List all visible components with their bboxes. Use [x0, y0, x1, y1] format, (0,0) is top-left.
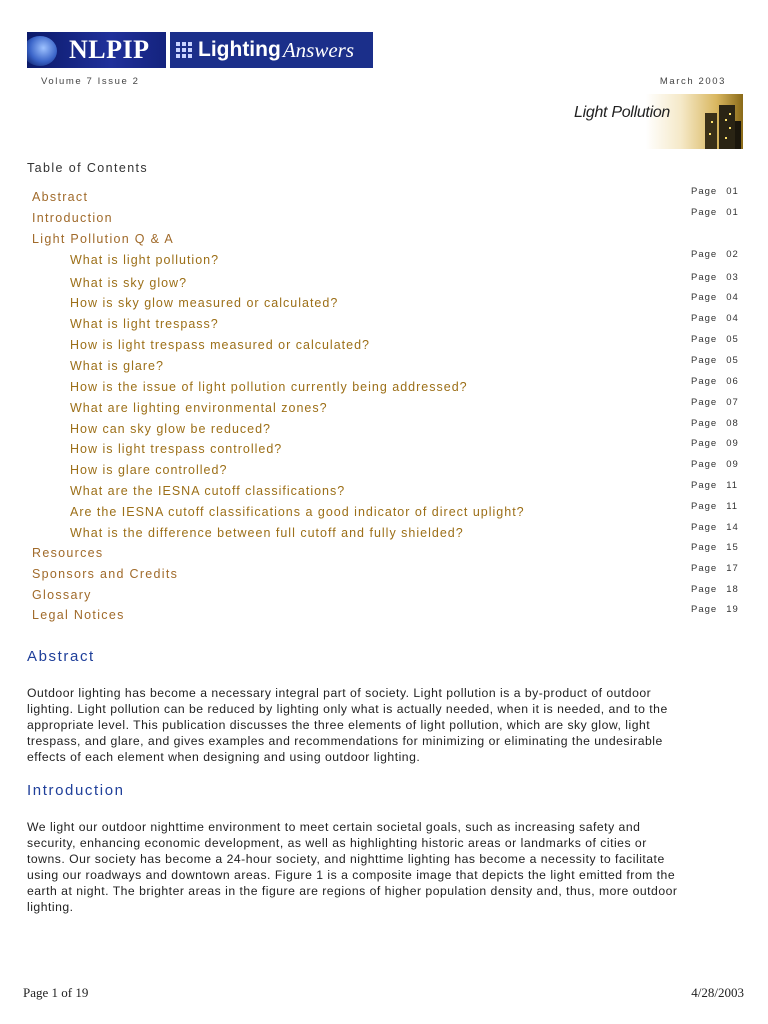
- toc-item[interactable]: [0, 355, 768, 379]
- toc-item[interactable]: [0, 522, 768, 546]
- toc-page-word: Page: [691, 459, 718, 470]
- toc-page-ref: [691, 563, 739, 574]
- paragraph-line: Outdoor lighting has become a necessary integral part of society. Light pollution is a by-product of outdoor: [27, 686, 652, 700]
- toc-item-link[interactable]: What is the difference between full cutoff and fully shielded?: [70, 526, 464, 540]
- paragraph-line: towns. Our society has become a 24-hour society, and nighttime lighting has become a necessity to facilitate: [27, 852, 665, 866]
- toc-page-number: 11: [726, 501, 739, 512]
- toc-item[interactable]: [0, 438, 768, 462]
- toc-page-ref: [691, 501, 738, 512]
- building-icon: [705, 113, 717, 149]
- toc-page-ref: [691, 418, 739, 429]
- toc-item[interactable]: [0, 397, 768, 421]
- toc-item-link[interactable]: Introduction: [32, 211, 113, 225]
- abstract-heading: Abstract: [27, 648, 95, 665]
- toc-page-word: Page: [691, 501, 718, 512]
- answers-logo-text: Answers: [282, 37, 354, 62]
- nlpip-logo: [27, 32, 166, 68]
- lighting-logo-text: Lighting: [198, 38, 281, 61]
- toc-page-ref: [691, 397, 739, 408]
- lighting-answers-logo: [170, 32, 373, 68]
- toc-item-link[interactable]: How is the issue of light pollution currently being addressed?: [70, 380, 468, 394]
- toc-item[interactable]: [0, 542, 768, 566]
- paragraph-line: appropriate level. This publication discusses the three elements of light pollution, which are sky glow, light: [27, 718, 651, 732]
- paragraph-line: lighting.: [27, 900, 74, 914]
- toc-item-link[interactable]: What is light pollution?: [70, 253, 220, 267]
- toc-item[interactable]: [0, 207, 768, 231]
- paragraph-line: We light our outdoor nighttime environment to meet certain societal goals, such as increasing safety and: [27, 820, 641, 834]
- paragraph-line: trespass, and glare, and gives examples and recommendations for minimizing or eliminating the undesirable: [27, 734, 663, 748]
- toc-item-link[interactable]: How is light trespass measured or calculated?: [70, 338, 370, 352]
- topic-label: Light Pollution: [574, 104, 671, 121]
- toc-item[interactable]: [0, 186, 768, 210]
- toc-item-link[interactable]: What are the IESNA cutoff classifications?: [70, 484, 346, 498]
- toc-page-ref: [691, 207, 739, 218]
- toc-item-link[interactable]: How is glare controlled?: [70, 463, 228, 477]
- toc-page-ref: [691, 292, 739, 303]
- toc-item[interactable]: [0, 584, 768, 608]
- toc-page-ref: [691, 355, 739, 366]
- page-number: Page 1 of 19: [23, 985, 89, 1000]
- toc-page-word: Page: [691, 249, 718, 260]
- toc-page-ref: [691, 334, 739, 345]
- toc-item[interactable]: [0, 249, 768, 273]
- toc-page-number: 14: [726, 522, 739, 533]
- toc-page-word: Page: [691, 522, 718, 533]
- toc-page-number: 19: [726, 604, 739, 615]
- introduction-heading: Introduction: [27, 782, 125, 799]
- toc-page-number: 09: [726, 438, 739, 449]
- toc-page-ref: [691, 376, 739, 387]
- toc-page-word: Page: [691, 334, 718, 345]
- toc-page-number: 18: [726, 584, 739, 595]
- toc-title: Table of Contents: [27, 161, 149, 175]
- toc-page-ref: [691, 186, 739, 197]
- toc-page-word: Page: [691, 397, 718, 408]
- toc-page-word: Page: [691, 376, 718, 387]
- building-icon: [719, 105, 735, 149]
- paragraph-line: earth at night. The brighter areas in the figure are regions of higher population density and, thus, more outdoor: [27, 884, 678, 898]
- toc-page-word: Page: [691, 313, 718, 324]
- toc-item-link[interactable]: What is sky glow?: [70, 276, 188, 290]
- toc-page-number: 01: [726, 186, 739, 197]
- paragraph-line: using our roadways and downtown areas. Figure 1 is a composite image that depicts the light emitted from the: [27, 868, 676, 882]
- toc-item[interactable]: [0, 313, 768, 337]
- toc-item-link[interactable]: Sponsors and Credits: [32, 567, 179, 581]
- toc-item-link[interactable]: What are lighting environmental zones?: [70, 401, 328, 415]
- issue-date: March 2003: [659, 76, 726, 87]
- toc-page-ref: [691, 584, 739, 595]
- toc-item-link[interactable]: How can sky glow be reduced?: [70, 422, 272, 436]
- toc-page-ref: [691, 249, 739, 260]
- toc-page-number: 04: [726, 313, 739, 324]
- toc-page-word: Page: [691, 584, 718, 595]
- toc-item[interactable]: [0, 292, 768, 316]
- toc-item[interactable]: [0, 459, 768, 483]
- toc-item-link[interactable]: Light Pollution Q & A: [32, 232, 174, 246]
- toc-page-word: Page: [691, 272, 718, 283]
- volume-issue: Volume 7 Issue 2: [41, 76, 140, 87]
- toc-page-ref: [691, 313, 739, 324]
- footer-date: 4/28/2003: [691, 985, 744, 1000]
- toc-page-number: 17: [726, 563, 739, 574]
- toc-item[interactable]: [0, 376, 768, 400]
- toc-item[interactable]: [0, 272, 768, 296]
- toc-page-number: 08: [726, 418, 739, 429]
- toc-item[interactable]: [0, 604, 768, 628]
- toc-page-word: Page: [691, 418, 718, 429]
- toc-page-ref: [691, 272, 739, 283]
- toc-page-word: Page: [691, 480, 718, 491]
- toc-page-word: Page: [691, 604, 718, 615]
- toc-item-link[interactable]: How is sky glow measured or calculated?: [70, 296, 339, 310]
- toc-page-word: Page: [691, 207, 718, 218]
- toc-page-number: 06: [726, 376, 739, 387]
- toc-item[interactable]: [0, 418, 768, 442]
- toc-page-number: 05: [726, 355, 739, 366]
- toc-item-link[interactable]: Abstract: [32, 190, 89, 204]
- topic-graphic: [566, 94, 743, 149]
- nlpip-logo-text: NLPIP: [69, 35, 150, 64]
- toc-page-ref: [691, 480, 738, 491]
- grid-dots-icon: [176, 42, 192, 58]
- building-icon: [735, 121, 741, 149]
- toc-page-number: 07: [726, 397, 739, 408]
- toc-page-word: Page: [691, 292, 718, 303]
- toc-page-ref: [691, 604, 739, 615]
- toc-item-link[interactable]: How is light trespass controlled?: [70, 442, 283, 456]
- toc-item-link[interactable]: Glossary: [32, 588, 92, 602]
- toc-item-link[interactable]: Resources: [32, 546, 104, 560]
- paragraph-line: security, enhancing economic development, as well as highlighting historic areas or landmarks of cities or: [27, 836, 647, 850]
- toc-page-number: 09: [726, 459, 739, 470]
- toc-page-number: 11: [726, 480, 739, 491]
- toc-item[interactable]: [0, 501, 768, 525]
- toc-page-word: Page: [691, 438, 718, 449]
- toc-page-number: 01: [726, 207, 739, 218]
- paragraph-line: lighting. Light pollution can be reduced by lighting only what is actually needed, when it is needed, and to the: [27, 702, 668, 716]
- toc-page-ref: [691, 459, 739, 470]
- toc-item-link[interactable]: Are the IESNA cutoff classifications a good indicator of direct uplight?: [70, 505, 525, 519]
- abstract-paragraph: [27, 685, 739, 765]
- toc-item-link[interactable]: Legal Notices: [32, 608, 125, 622]
- toc-page-number: 05: [726, 334, 739, 345]
- toc-page-word: Page: [691, 563, 718, 574]
- toc-page-word: Page: [691, 355, 718, 366]
- toc-item[interactable]: [0, 232, 768, 252]
- toc-page-number: 03: [726, 272, 739, 283]
- header-banner: [27, 32, 373, 68]
- toc-page-number: 15: [726, 542, 739, 553]
- paragraph-line: effects of each element when designing and using outdoor lighting.: [27, 750, 421, 764]
- toc-page-ref: [691, 542, 739, 553]
- introduction-paragraph: [27, 819, 739, 915]
- toc-page-word: Page: [691, 542, 718, 553]
- toc-item[interactable]: [0, 334, 768, 358]
- globe-icon: [27, 36, 57, 66]
- toc-page-word: Page: [691, 186, 718, 197]
- toc-item[interactable]: [0, 563, 768, 587]
- toc-page-number: 02: [726, 249, 739, 260]
- toc-page-ref: [691, 522, 739, 533]
- toc-item[interactable]: [0, 480, 768, 504]
- toc-page-ref: [691, 438, 739, 449]
- toc-item-link[interactable]: What is light trespass?: [70, 317, 219, 331]
- toc-item-link[interactable]: What is glare?: [70, 359, 164, 373]
- toc-page-number: 04: [726, 292, 739, 303]
